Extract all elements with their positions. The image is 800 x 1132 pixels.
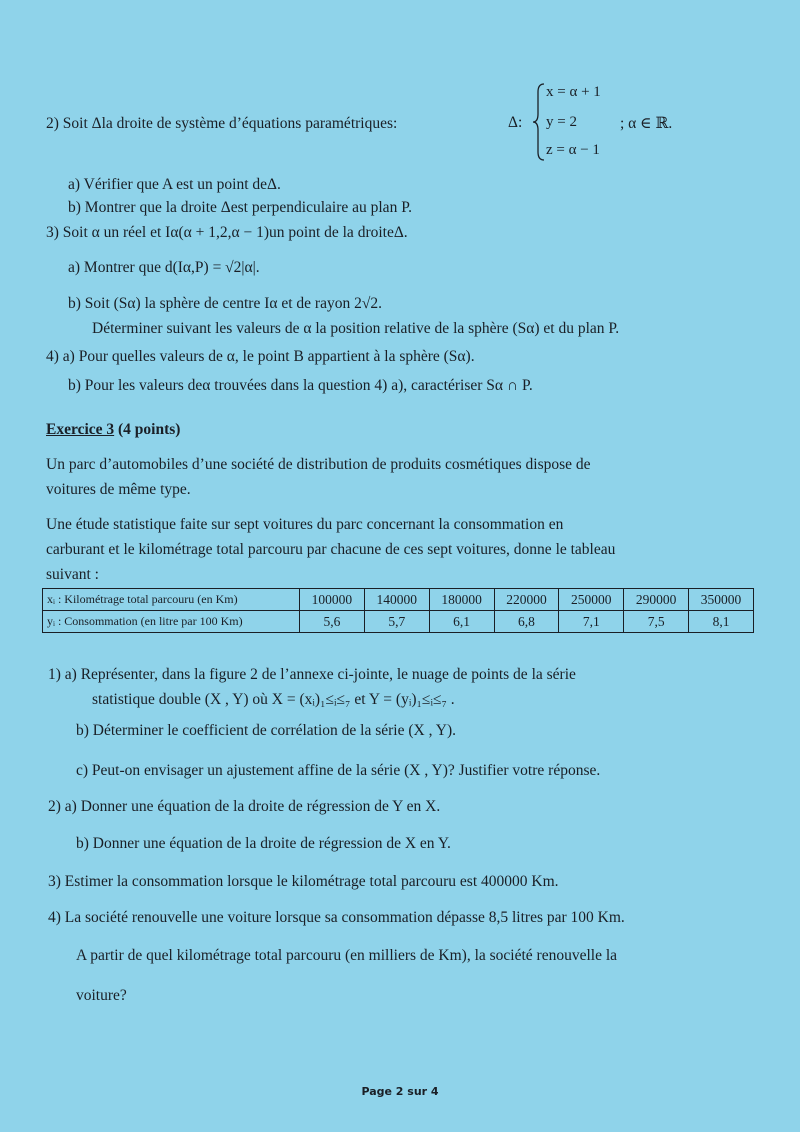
question-3b: b) Soit (Sα) la sphère de centre Iα et de rayon 2√2.: [68, 295, 382, 312]
exercise-3-heading: [46, 420, 180, 440]
table-cell: 6,8: [494, 611, 559, 633]
question-4a: 4) a) Pour quelles valeurs de α, le point B appartient à la sphère (Sα).: [46, 348, 475, 365]
table-cell: 7,5: [624, 611, 689, 633]
question-4-continued: A partir de quel kilométrage total parcouru (en milliers de Km), la société renouvelle la: [76, 947, 618, 964]
table-cell: 290000: [624, 589, 689, 611]
equation-x: x = α + 1: [546, 84, 601, 100]
study-line-1: Une étude statistique faite sur sept voitures du parc concernant la consommation en: [46, 516, 564, 533]
question-4b: b) Pour les valeurs deα trouvées dans la question 4) a), caractériser Sα ∩ P.: [68, 377, 533, 394]
table-cell: 7,1: [559, 611, 624, 633]
study-line-3: suivant :: [46, 566, 99, 583]
question-2a-regression: 2) a) Donner une équation de la droite de régression de Y en X.: [48, 798, 441, 815]
system-label: Δ:: [508, 114, 523, 131]
table-cell: 180000: [429, 589, 494, 611]
question-3a: a) Montrer que d(Iα,P) = √2|α|.: [68, 259, 260, 276]
table-cell: 140000: [364, 589, 429, 611]
table-cell: 8,1: [689, 611, 754, 633]
curly-brace-icon: [532, 82, 546, 162]
table-cell: 220000: [494, 589, 559, 611]
intro-line-1: Un parc d’automobiles d’une société de distribution de produits cosmétiques dispose de: [46, 456, 591, 473]
table-cell: 6,1: [429, 611, 494, 633]
question-2: 2) Soit Δla droite de système d’équations paramétriques:: [46, 115, 398, 132]
table-row-consumption: [43, 611, 754, 633]
table-cell: 350000: [689, 589, 754, 611]
exercise-title: Exercice 3: [46, 421, 115, 438]
equation-z: z = α − 1: [546, 142, 600, 158]
question-1a-continued: statistique double (X , Y) où X = (xᵢ)₁≤ᵢ≤₇ et Y = (yᵢ)₁≤ᵢ≤₇ .: [92, 691, 455, 708]
question-1b: b) Déterminer le coefficient de corrélation de la série (X , Y).: [76, 722, 456, 739]
question-2a: a) Vérifier que A est un point deΔ.: [68, 176, 281, 193]
question-1c: c) Peut-on envisager un ajustement affine de la série (X , Y)? Justifier votre réponse.: [76, 762, 601, 779]
table-cell: 5,7: [364, 611, 429, 633]
question-2b-regression: b) Donner une équation de la droite de régression de X en Y.: [76, 835, 451, 852]
alpha-condition: ; α ∈ ℝ.: [620, 115, 673, 132]
statistics-table: [42, 588, 754, 633]
table-row-mileage: [43, 589, 754, 611]
parametric-system: [508, 82, 768, 162]
question-3-estimate: 3) Estimer la consommation lorsque le kilométrage total parcouru est 400000 Km.: [48, 873, 559, 890]
page-number: Page 2 sur 4: [361, 1085, 439, 1098]
question-3: 3) Soit α un réel et Iα(α + 1,2,α − 1)un point de la droiteΔ.: [46, 224, 408, 241]
question-2b: b) Montrer que la droite Δest perpendiculaire au plan P.: [68, 199, 412, 216]
exercise-points: (4 points): [114, 421, 181, 438]
equation-y: y = 2: [546, 114, 577, 130]
intro-line-2: voitures de même type.: [46, 481, 191, 498]
row-header-mileage: xᵢ : Kilométrage total parcouru (en Km): [43, 589, 300, 611]
table-cell: 250000: [559, 589, 624, 611]
table-cell: 5,6: [300, 611, 365, 633]
question-4: 4) La société renouvelle une voiture lorsque sa consommation dépasse 8,5 litres par 100 Km.: [48, 909, 625, 926]
question-1a: 1) a) Représenter, dans la figure 2 de l’annexe ci-jointe, le nuage de points de la série: [48, 666, 576, 683]
question-3b-continued: Déterminer suivant les valeurs de α la position relative de la sphère (Sα) et du plan P.: [92, 320, 620, 337]
table-cell: 100000: [300, 589, 365, 611]
row-header-consumption: yᵢ : Consommation (en litre par 100 Km): [43, 611, 300, 633]
question-4-end: voiture?: [76, 987, 127, 1004]
study-line-2: carburant et le kilométrage total parcouru par chacune de ces sept voitures, donne le tableau: [46, 541, 616, 558]
